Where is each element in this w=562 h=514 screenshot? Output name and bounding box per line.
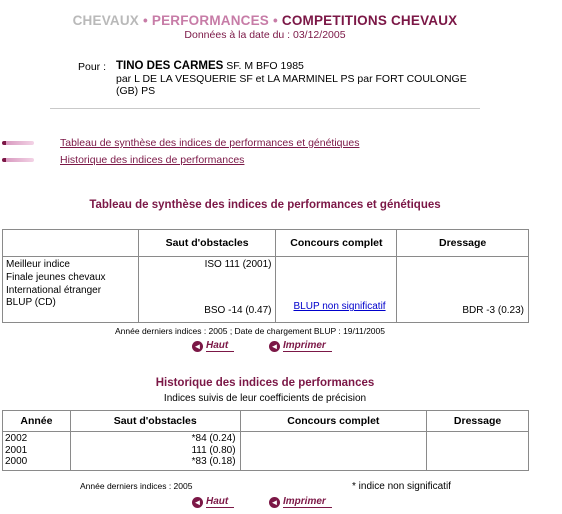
year: 2000: [5, 456, 28, 468]
dressage-cell: [397, 257, 529, 323]
dressage-history-cell: [427, 432, 529, 471]
header-concours: Concours complet: [240, 411, 427, 432]
bullet-icon: [2, 158, 34, 162]
nav-link-synthese-label[interactable]: Tableau de synthèse des indices de performances et génétiques: [60, 137, 360, 149]
haut-label[interactable]: Haut: [206, 496, 234, 508]
synthese-table: [2, 229, 529, 323]
page-header: [0, 13, 530, 41]
crumb-separator: •: [272, 13, 278, 28]
historique-note: Année derniers indices : 2005: [80, 481, 193, 491]
table-header-row: [3, 230, 529, 257]
saut-value: 111 (0.80): [191, 444, 236, 456]
bullet-icon: [2, 141, 34, 145]
header-saut: Saut d'obstacles: [138, 230, 276, 257]
crumb-competitions: COMPETITIONS CHEVAUX: [281, 13, 458, 28]
divider: [50, 108, 480, 109]
header-dressage: Dressage: [397, 230, 529, 257]
left-arrow-icon: ◄: [193, 497, 202, 507]
horse-name: TINO DES CARMES: [116, 60, 224, 72]
haut-button[interactable]: [192, 340, 234, 352]
section-title-historique: Historique des indices de performances: [155, 377, 375, 389]
nav-link-historique-label[interactable]: Historique des indices de performances: [60, 154, 245, 166]
haut-button[interactable]: [192, 496, 234, 508]
saut-cell: [138, 257, 276, 323]
header-concours: Concours complet: [276, 230, 397, 257]
left-arrow-icon: ◄: [270, 341, 279, 351]
row-label: Meilleur indice: [6, 259, 70, 270]
row-labels-cell: [3, 257, 139, 323]
nav-link-synthese[interactable]: [2, 136, 359, 150]
year: 2002: [5, 433, 28, 444]
imprimer-button[interactable]: [269, 340, 332, 352]
row-label: Finale jeunes chevaux: [6, 271, 106, 283]
imprimer-label[interactable]: Imprimer: [283, 496, 332, 508]
saut-blup-value: BSO -14 (0.47): [204, 305, 272, 316]
star-note: * indice non significatif: [352, 481, 451, 492]
year: 2001: [5, 444, 28, 456]
left-arrow-icon: ◄: [270, 497, 279, 507]
data-date: Données à la date du : 03/12/2005: [184, 29, 346, 41]
pedigree-line: (GB) PS: [116, 85, 156, 97]
imprimer-button[interactable]: [269, 496, 332, 508]
section-title-synthese: Tableau de synthèse des indices de performances et génétiques: [89, 199, 441, 211]
table-row: [3, 257, 529, 323]
row-label: International étranger: [6, 284, 102, 296]
synthese-note: Année derniers indices : 2005 ; Date de chargement BLUP : 19/11/2005: [115, 326, 385, 336]
horse-info: [116, 60, 476, 98]
row-label: BLUP (CD): [6, 297, 56, 309]
horse-details: SF. M BFO 1985: [226, 60, 304, 72]
header-dressage: Dressage: [427, 411, 529, 432]
breadcrumb: [0, 13, 530, 28]
dressage-blup-value: BDR -3 (0.23): [462, 305, 524, 316]
table-row: [3, 432, 529, 471]
concours-cell: [276, 257, 397, 323]
table-header-row: [3, 411, 529, 432]
saut-value: *84 (0.24): [191, 433, 236, 444]
crumb-performances[interactable]: PERFORMANCES: [151, 13, 270, 28]
nav-link-historique[interactable]: [2, 153, 244, 167]
crumb-chevaux[interactable]: CHEVAUX: [72, 13, 140, 28]
historique-subtitle: Indices suivis de leur coefficients de précision: [163, 393, 367, 404]
saut-history-cell: [70, 432, 240, 471]
empty-header: [3, 230, 139, 257]
pour-label: Pour :: [78, 61, 107, 73]
header-annee: Année: [3, 411, 71, 432]
imprimer-label[interactable]: Imprimer: [283, 340, 332, 352]
saut-value: *83 (0.18): [191, 456, 236, 468]
header-saut: Saut d'obstacles: [70, 411, 240, 432]
years-cell: [3, 432, 71, 471]
historique-table: [2, 410, 529, 471]
blup-link[interactable]: BLUP non significatif: [293, 301, 386, 312]
crumb-separator: •: [142, 13, 148, 28]
saut-best-value: ISO 111 (2001): [204, 259, 272, 270]
pedigree-line: par L DE LA VESQUERIE SF et LA MARMINEL PS par FORT COULONGE: [116, 72, 467, 85]
left-arrow-icon: ◄: [193, 341, 202, 351]
concours-history-cell: [240, 432, 427, 471]
haut-label[interactable]: Haut: [206, 340, 234, 352]
